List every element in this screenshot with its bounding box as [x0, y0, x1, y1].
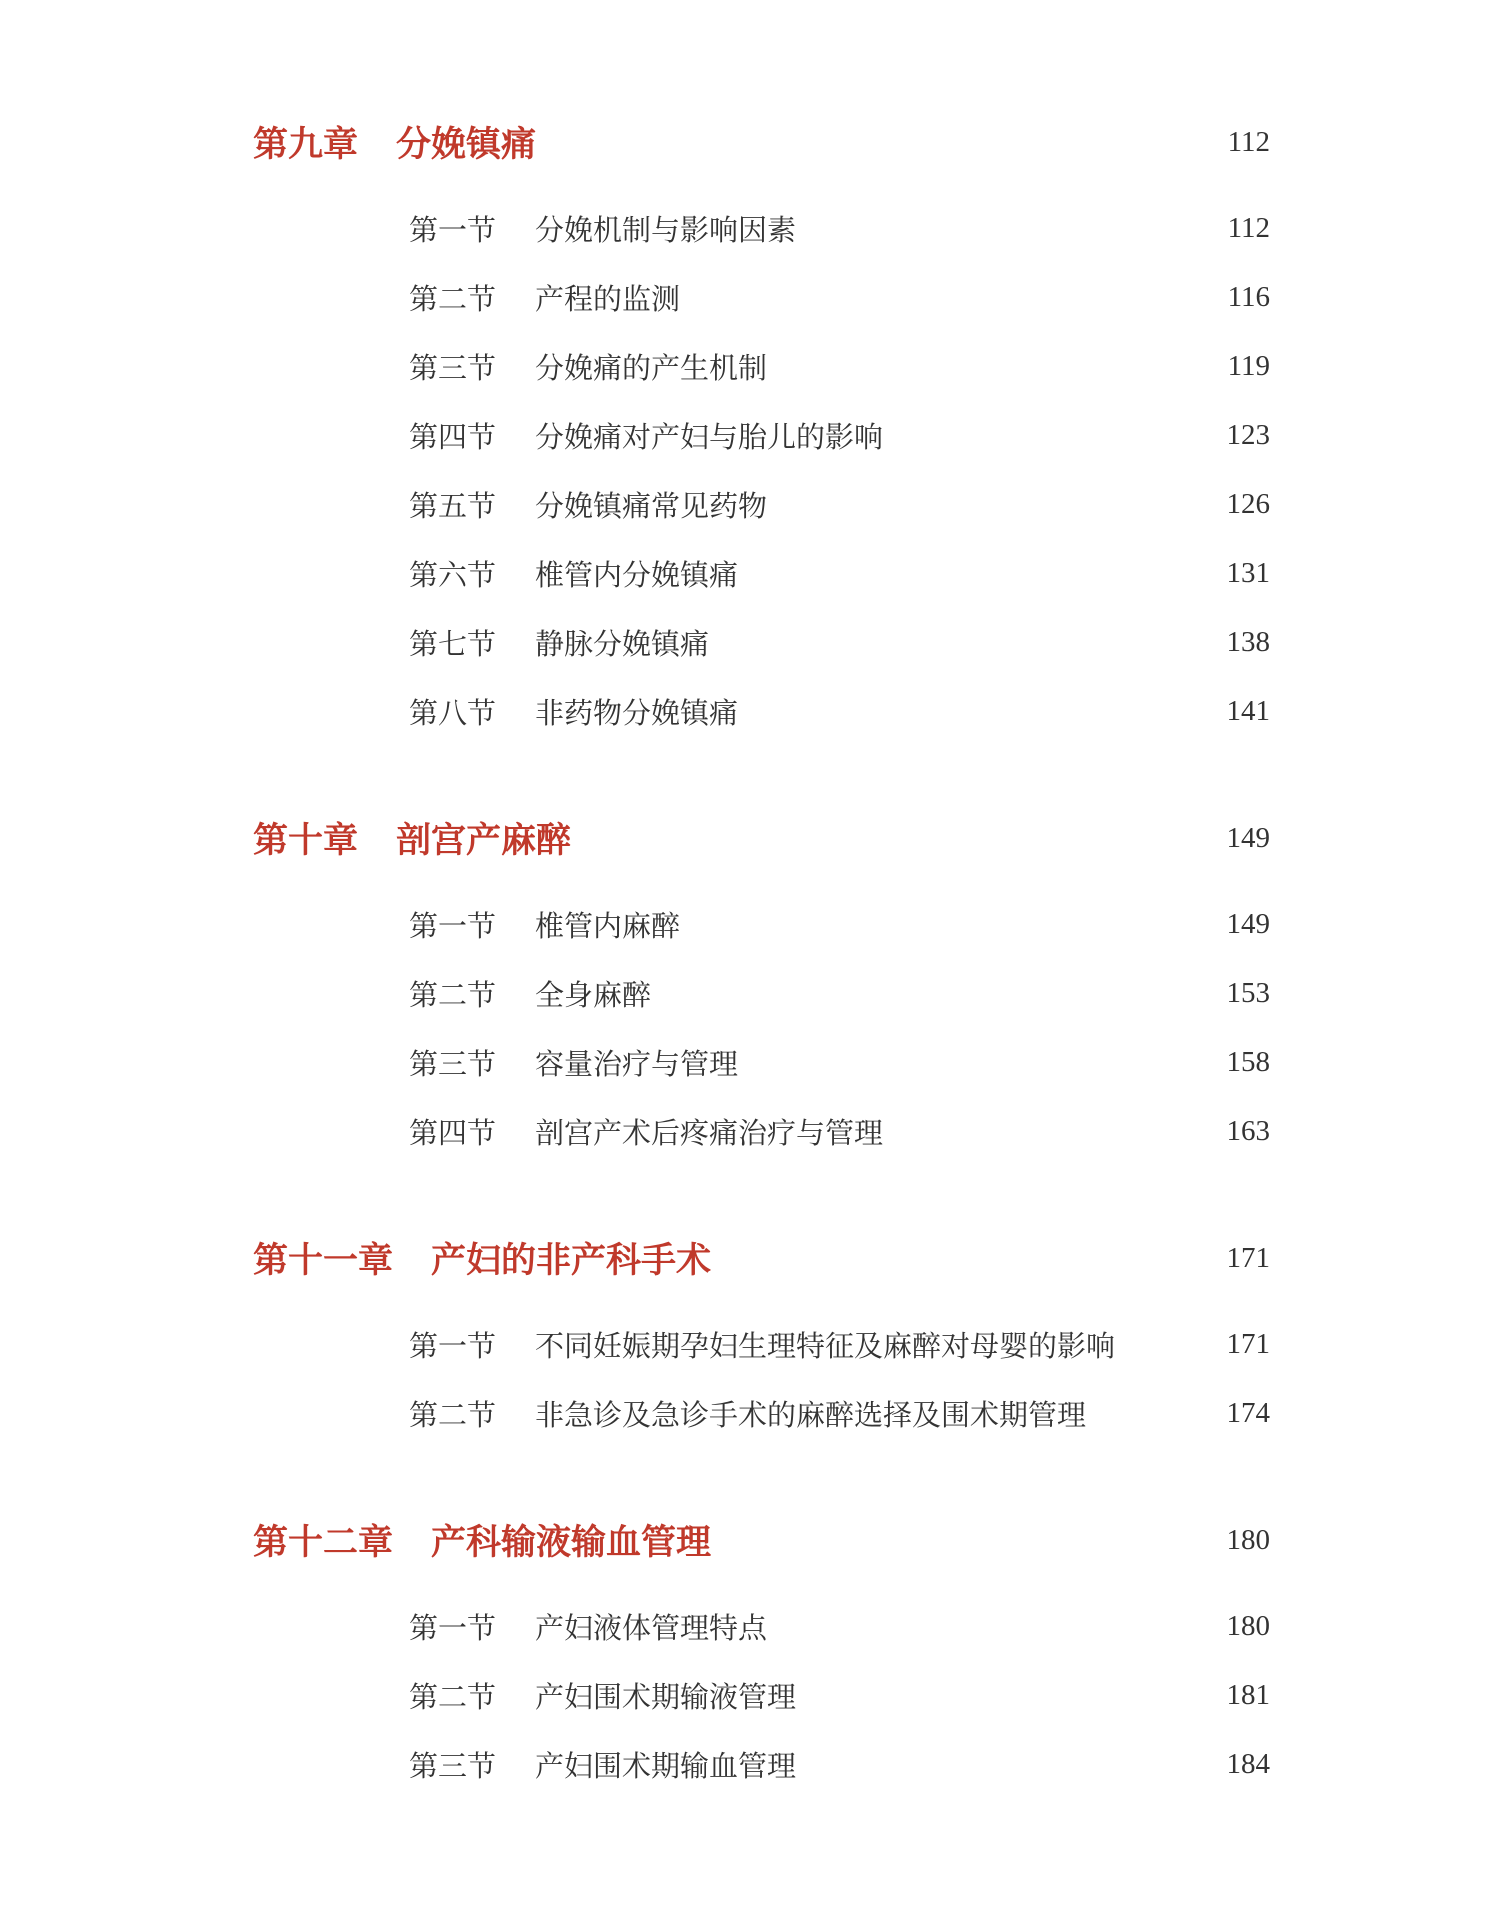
- section-title: 分娩痛的产生机制: [535, 351, 768, 385]
- chapter-page-number: 149: [1226, 821, 1270, 854]
- section-entry[interactable]: [409, 539, 1270, 608]
- section-entry[interactable]: [409, 1310, 1270, 1379]
- chapter-number: 第十一章: [253, 1241, 394, 1281]
- section-number: 第三节: [409, 1047, 497, 1081]
- section-title: 分娩机制与影响因素: [535, 213, 797, 247]
- section-page-number: 112: [1227, 212, 1270, 244]
- section-page-number: 126: [1226, 488, 1270, 520]
- section-page-number: 131: [1226, 557, 1270, 589]
- section-title: 容量治疗与管理: [535, 1047, 739, 1081]
- section-page-number: 138: [1226, 626, 1270, 658]
- section-entry[interactable]: [409, 263, 1270, 332]
- chapter-block: [253, 806, 1270, 1166]
- section-number: 第二节: [409, 1398, 497, 1432]
- section-entry[interactable]: [409, 194, 1270, 263]
- section-list: [253, 194, 1270, 746]
- section-title: 剖宫产术后疼痛治疗与管理: [535, 1116, 884, 1150]
- section-number: 第二节: [409, 1680, 497, 1714]
- section-entry[interactable]: [409, 1661, 1270, 1730]
- chapter-page-number: 180: [1226, 1523, 1270, 1556]
- chapter-block: [253, 110, 1270, 746]
- section-number: 第二节: [409, 978, 497, 1012]
- section-title: 静脉分娩镇痛: [535, 627, 710, 661]
- section-number: 第三节: [409, 351, 497, 385]
- chapter-heading[interactable]: [253, 110, 1270, 174]
- section-title: 分娩痛对产妇与胎儿的影响: [535, 420, 884, 454]
- section-entry[interactable]: [409, 608, 1270, 677]
- section-page-number: 180: [1226, 1610, 1270, 1642]
- section-title: 产妇围术期输血管理: [535, 1749, 797, 1783]
- chapter-heading[interactable]: [253, 1226, 1270, 1290]
- section-number: 第一节: [409, 213, 497, 247]
- section-title: 不同妊娠期孕妇生理特征及麻醉对母婴的影响: [535, 1329, 1116, 1363]
- section-list: [253, 1592, 1270, 1799]
- chapter-number: 第十二章: [253, 1523, 394, 1563]
- section-entry[interactable]: [409, 1592, 1270, 1661]
- chapter-title: 剖宫产麻醉: [396, 821, 572, 861]
- section-number: 第八节: [409, 696, 497, 730]
- section-number: 第七节: [409, 627, 497, 661]
- section-title: 产妇围术期输液管理: [535, 1680, 797, 1714]
- section-entry[interactable]: [409, 470, 1270, 539]
- chapter-block: [253, 1226, 1270, 1448]
- section-list: [253, 890, 1270, 1166]
- chapter-heading[interactable]: [253, 1508, 1270, 1572]
- section-page-number: 141: [1226, 695, 1270, 727]
- section-number: 第一节: [409, 1329, 497, 1363]
- section-number: 第三节: [409, 1749, 497, 1783]
- section-entry[interactable]: [409, 677, 1270, 746]
- section-title: 全身麻醉: [535, 978, 652, 1012]
- section-page-number: 163: [1226, 1115, 1270, 1147]
- section-number: 第四节: [409, 1116, 497, 1150]
- section-page-number: 174: [1226, 1397, 1270, 1429]
- section-number: 第二节: [409, 282, 497, 316]
- section-entry[interactable]: [409, 401, 1270, 470]
- section-page-number: 149: [1226, 908, 1270, 940]
- section-page-number: 119: [1227, 350, 1270, 382]
- chapter-title: 分娩镇痛: [396, 125, 537, 165]
- section-title: 椎管内麻醉: [535, 909, 681, 943]
- section-page-number: 116: [1227, 281, 1270, 313]
- section-entry[interactable]: [409, 332, 1270, 401]
- section-title: 非急诊及急诊手术的麻醉选择及围术期管理: [535, 1398, 1087, 1432]
- chapter-number: 第十章: [253, 821, 359, 861]
- chapter-number: 第九章: [253, 125, 359, 165]
- section-list: [253, 1310, 1270, 1448]
- chapter-page-number: 112: [1227, 125, 1270, 158]
- section-page-number: 181: [1226, 1679, 1270, 1711]
- chapter-title: 产妇的非产科手术: [431, 1241, 712, 1281]
- section-entry[interactable]: [409, 890, 1270, 959]
- section-title: 椎管内分娩镇痛: [535, 558, 739, 592]
- section-title: 产程的监测: [535, 282, 681, 316]
- section-number: 第六节: [409, 558, 497, 592]
- section-title: 非药物分娩镇痛: [535, 696, 739, 730]
- section-page-number: 171: [1226, 1328, 1270, 1360]
- section-title: 产妇液体管理特点: [535, 1611, 768, 1645]
- section-entry[interactable]: [409, 1379, 1270, 1448]
- section-page-number: 158: [1226, 1046, 1270, 1078]
- section-page-number: 123: [1226, 419, 1270, 451]
- section-entry[interactable]: [409, 1730, 1270, 1799]
- section-title: 分娩镇痛常见药物: [535, 489, 768, 523]
- chapter-page-number: 171: [1226, 1241, 1270, 1274]
- section-page-number: 153: [1226, 977, 1270, 1009]
- chapter-block: [253, 1508, 1270, 1799]
- section-number: 第四节: [409, 420, 497, 454]
- section-number: 第一节: [409, 909, 497, 943]
- section-number: 第一节: [409, 1611, 497, 1645]
- chapter-heading[interactable]: [253, 806, 1270, 870]
- section-entry[interactable]: [409, 1097, 1270, 1166]
- section-entry[interactable]: [409, 1028, 1270, 1097]
- section-page-number: 184: [1226, 1748, 1270, 1780]
- table-of-contents: [253, 110, 1270, 1859]
- chapter-title: 产科输液输血管理: [431, 1523, 712, 1563]
- section-number: 第五节: [409, 489, 497, 523]
- section-entry[interactable]: [409, 959, 1270, 1028]
